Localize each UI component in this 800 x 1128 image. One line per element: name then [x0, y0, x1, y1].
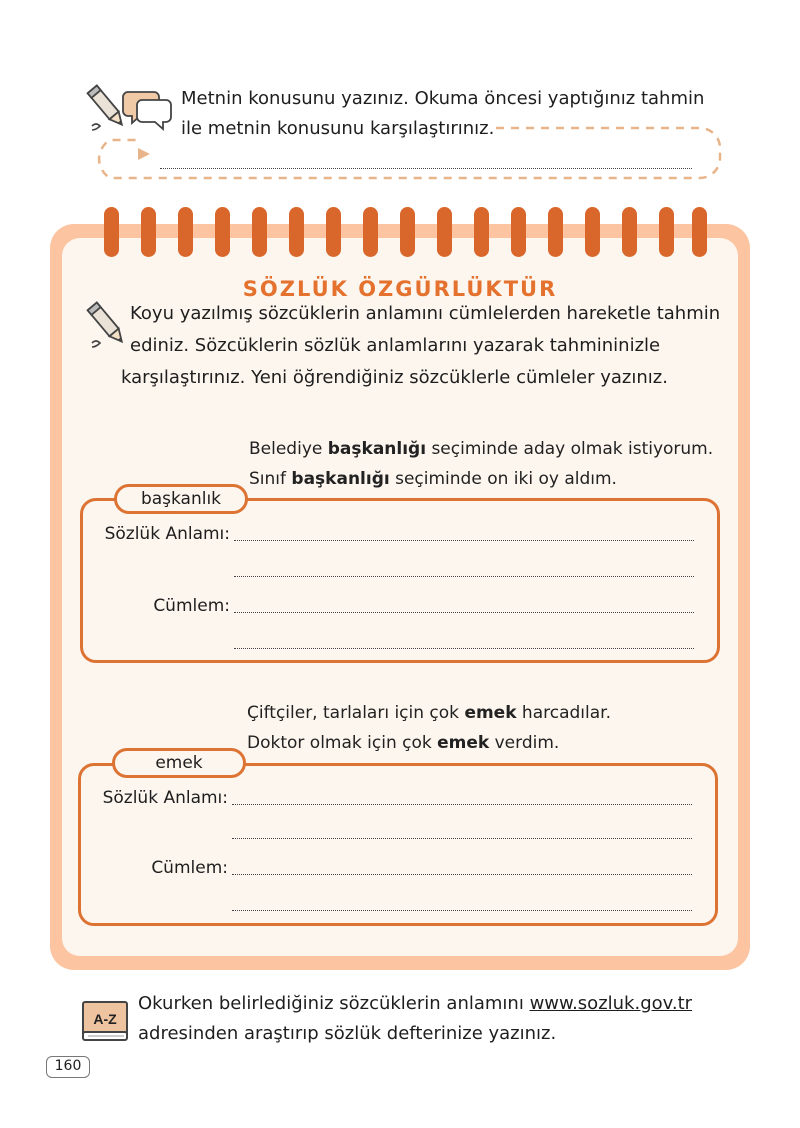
example-sentence: Sınıf başkanlığı seçiminde on iki oy aldım.: [249, 469, 617, 489]
example-sentence: Doktor olmak için çok emek verdim.: [247, 733, 560, 753]
sentence-label: Cümlem:: [153, 596, 230, 616]
sentence-answer-line[interactable]: [234, 648, 694, 649]
pencil-icon: [86, 296, 128, 352]
page-number: 160: [46, 1056, 90, 1078]
notebook-ring: [400, 207, 415, 257]
dictionary-link[interactable]: www.sozluk.gov.tr: [529, 993, 693, 1014]
bold-word: başkanlığı: [327, 439, 427, 459]
example-sentence: Belediye başkanlığı seçiminde aday olmak istiyorum.: [249, 439, 714, 459]
bold-word: emek: [464, 703, 517, 723]
meaning-answer-line[interactable]: [234, 540, 694, 541]
notebook-ring: [326, 207, 341, 257]
notebook-ring: [511, 207, 526, 257]
dictionary-icon-label: A-Z: [93, 1011, 117, 1027]
section-instruction-line3: karşılaştırınız. Yeni öğrendiğiniz sözcüklerle cümleler yazınız.: [121, 367, 668, 388]
notebook-ring: [585, 207, 600, 257]
notebook-ring: [363, 207, 378, 257]
notebook-ring: [252, 207, 267, 257]
notebook-ring: [141, 207, 156, 257]
notebook-ring: [104, 207, 119, 257]
bold-word: başkanlığı: [291, 469, 390, 489]
sentence-answer-line[interactable]: [232, 874, 692, 875]
dictionary-book-icon: [80, 994, 130, 1044]
notebook-ring: [289, 207, 304, 257]
meaning-answer-line[interactable]: [232, 838, 692, 839]
sentence-answer-line[interactable]: [234, 612, 694, 613]
top-instruction-line1: Metnin konusunu yazınız. Okuma öncesi yaptığınız tahmin: [181, 88, 705, 109]
bold-word: emek: [437, 733, 490, 753]
example-sentence: Çiftçiler, tarlaları için çok emek harcadılar.: [247, 703, 611, 723]
topic-answer-line[interactable]: [160, 168, 692, 169]
dashed-arrow-path: [80, 118, 730, 186]
meaning-answer-line[interactable]: [232, 804, 692, 805]
section-instruction-line2: ediniz. Sözcüklerin sözlük anlamlarını yazarak tahmininizle: [130, 335, 661, 356]
section-instruction-line1: Koyu yazılmış sözcüklerin anlamını cümlelerden hareketle tahmin: [130, 303, 721, 324]
word-tag: başkanlık: [114, 484, 248, 514]
meaning-label: Sözlük Anlamı:: [102, 788, 228, 808]
notebook-ring: [622, 207, 637, 257]
notebook-ring: [215, 207, 230, 257]
notebook-ring: [659, 207, 674, 257]
notebook-ring: [548, 207, 563, 257]
sentence-answer-line[interactable]: [232, 910, 692, 911]
footer-line1: Okurken belirlediğiniz sözcüklerin anlamını www.sozluk.gov.tr: [138, 993, 693, 1014]
notebook-ring: [474, 207, 489, 257]
section-title: SÖZLÜK ÖZGÜRLÜKTÜR: [242, 277, 558, 301]
footer-line2: adresinden araştırıp sözlük defterinize yazınız.: [138, 1023, 557, 1044]
word-box: [80, 498, 720, 663]
notebook-ring: [178, 207, 193, 257]
word-tag: emek: [112, 748, 246, 778]
notebook-ring: [692, 207, 707, 257]
top-instruction-line2: ile metnin konusunu karşılaştırınız.: [181, 118, 495, 139]
notebook-ring: [437, 207, 452, 257]
sentence-label: Cümlem:: [151, 858, 228, 878]
meaning-label: Sözlük Anlamı:: [104, 524, 230, 544]
meaning-answer-line[interactable]: [234, 576, 694, 577]
